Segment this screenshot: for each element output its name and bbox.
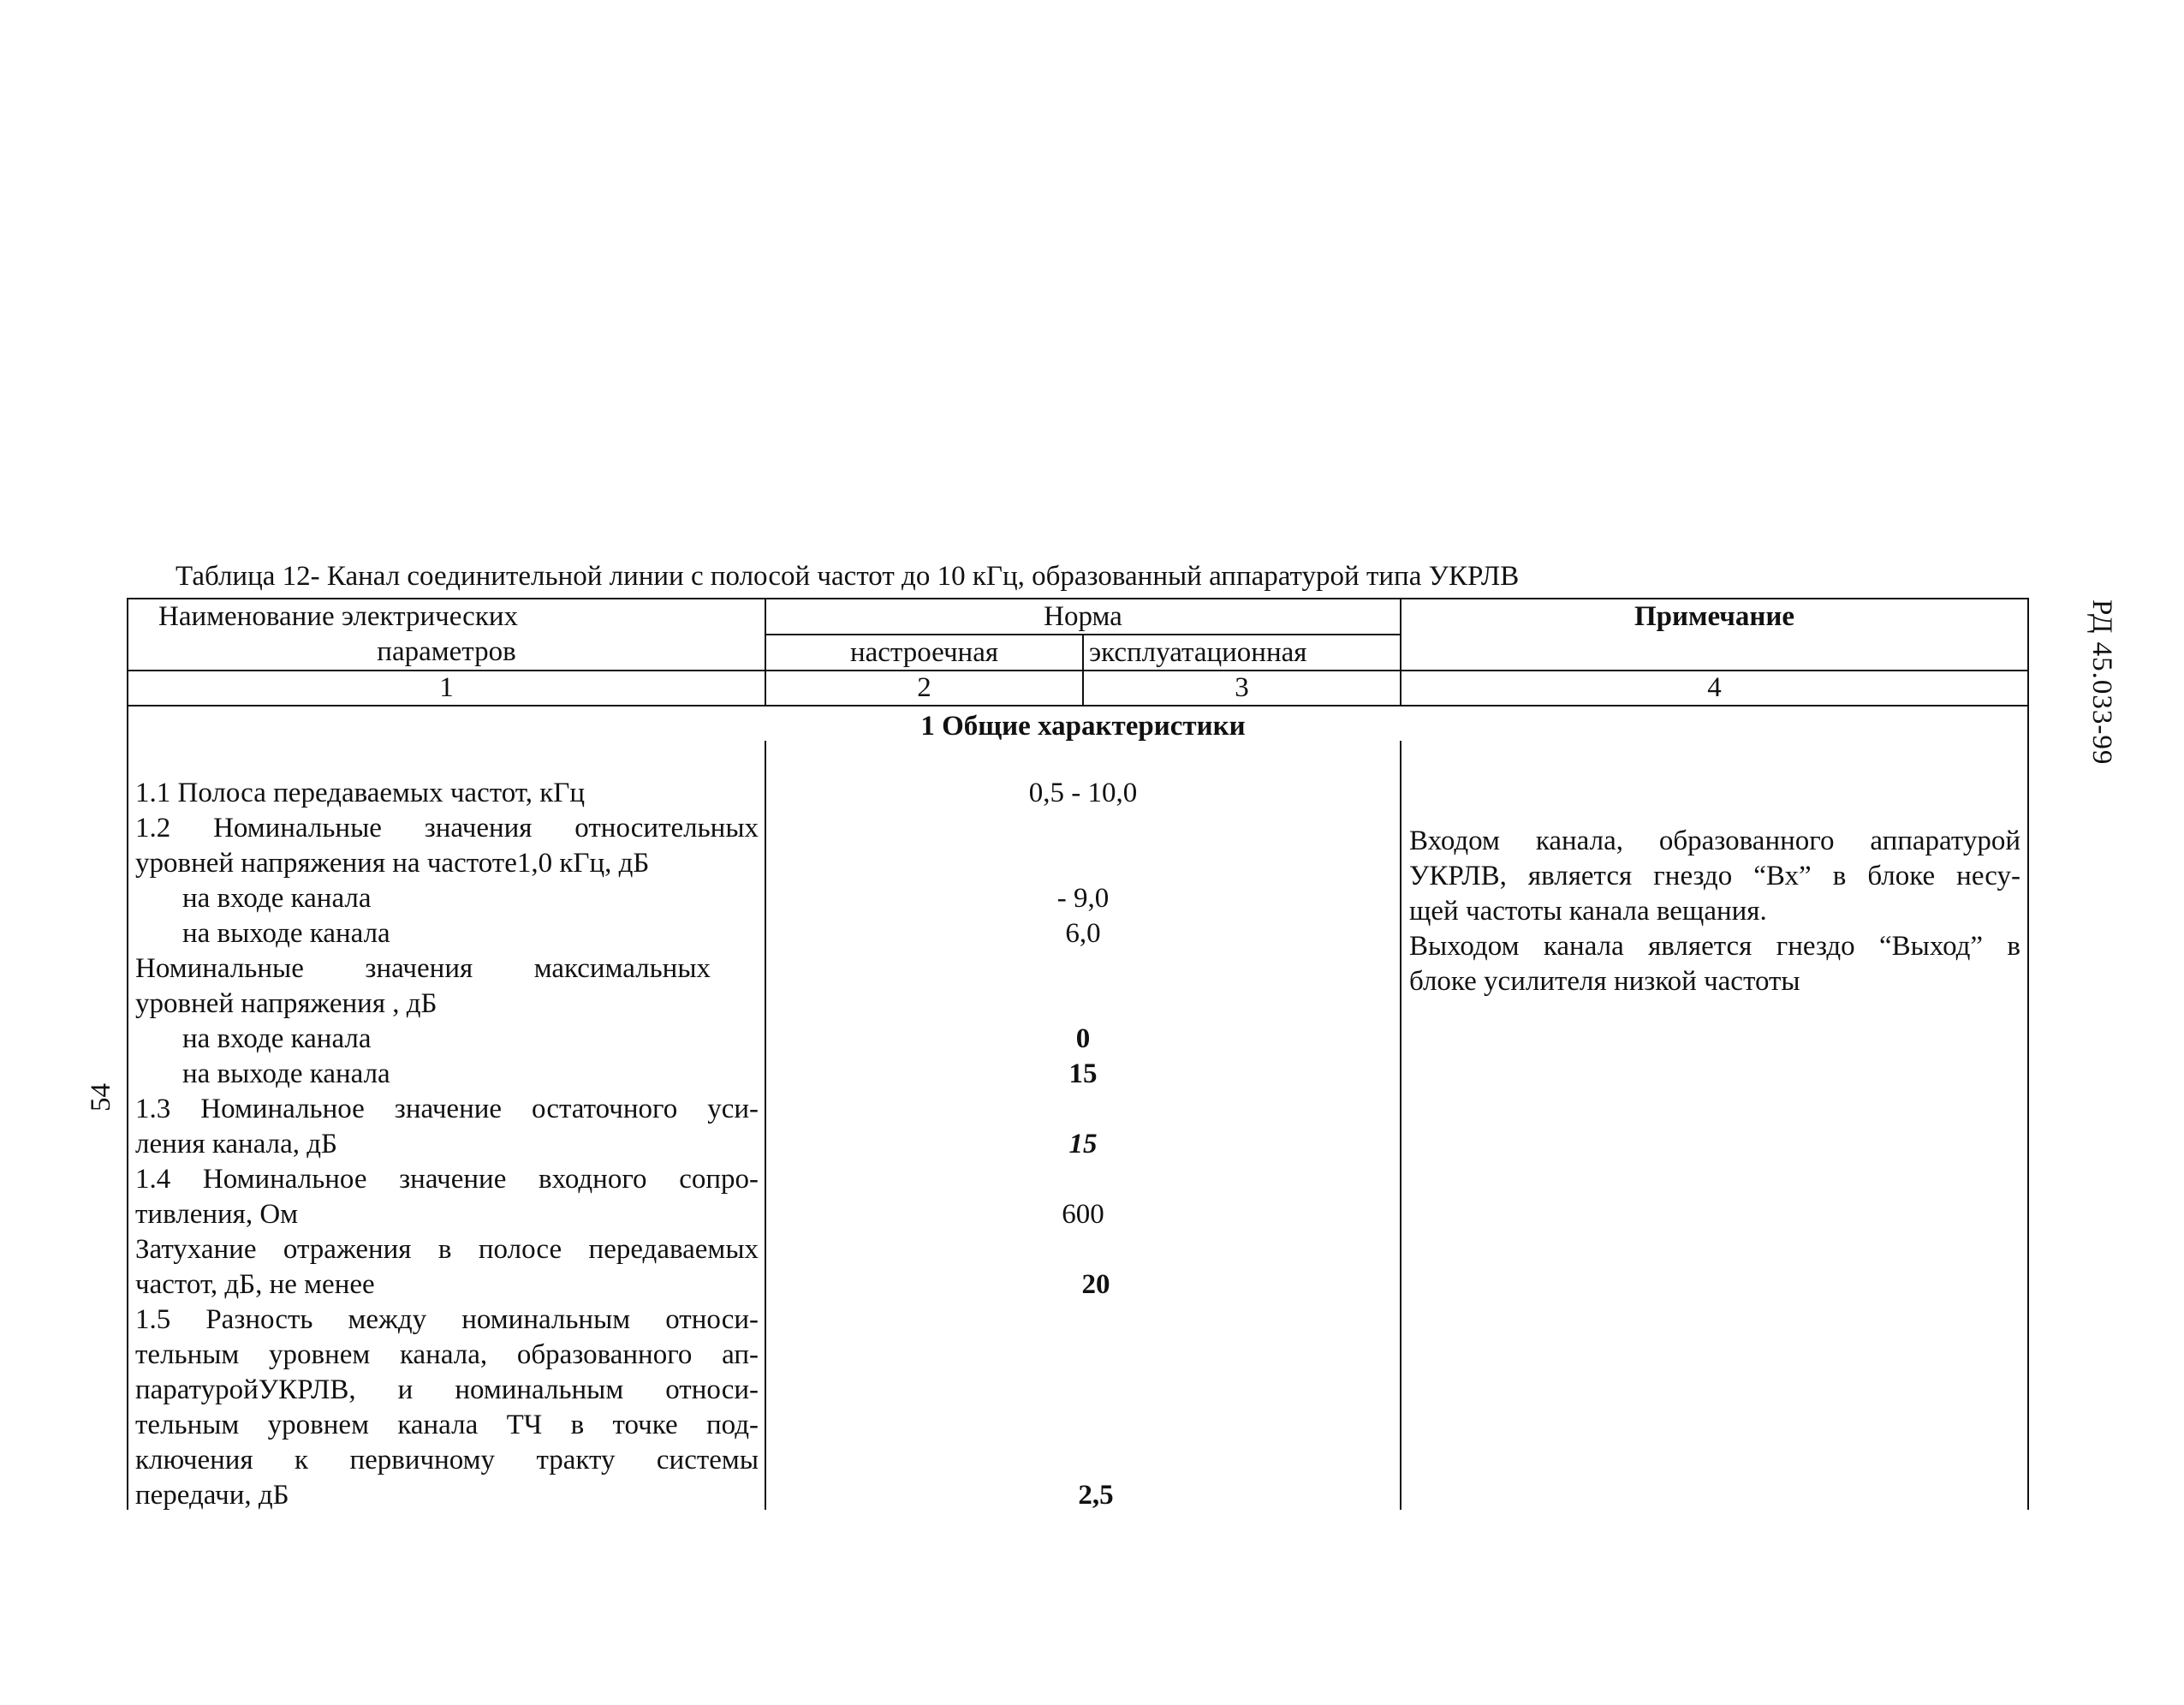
param-text: уровней напряжения , дБ — [135, 988, 437, 1019]
header-num-1: 1 — [439, 672, 454, 703]
note-text: Выходом канала является гнездо “Выход” в — [1409, 931, 2020, 962]
note-text: щей частоты канала вещания. — [1409, 896, 1767, 927]
header-num-4: 4 — [1707, 672, 1722, 703]
param-text: Номинальные значения максимальных — [135, 953, 711, 984]
param-text: на входе канала — [182, 1023, 372, 1054]
page-number: 54 — [86, 1083, 116, 1112]
param-text: на входе канала — [182, 883, 372, 914]
param-text: ления канала, дБ — [135, 1129, 337, 1160]
section-title: 1 Общие характеристики — [920, 711, 1246, 742]
param-text: ключения к первичному тракту системы — [135, 1445, 759, 1475]
note-text: УКРЛВ, является гнездо “Вх” в блоке несу- — [1409, 861, 2020, 891]
norm-value: 20 — [1081, 1269, 1110, 1300]
param-text: 1.5 Разность между номинальным относи- — [135, 1304, 759, 1335]
param-text: паратуройУКРЛВ, и номинальным относи- — [135, 1374, 759, 1405]
header-tuning: настроечная — [849, 637, 999, 668]
norm-value: 0 — [1075, 1023, 1091, 1054]
param-text: тельным уровнем канала ТЧ в точке под- — [135, 1410, 759, 1440]
note-text: блоке усилителя низкой частоты — [1409, 966, 1800, 997]
param-text: 1.3 Номинальное значение остаточного уси- — [135, 1094, 759, 1124]
param-text: частот, дБ, не менее — [135, 1269, 375, 1300]
norm-value: 0,5 - 10,0 — [1028, 778, 1138, 808]
header-num-3: 3 — [1235, 672, 1249, 703]
header-operational: эксплуатационная — [1089, 637, 1307, 668]
param-text: уровней напряжения на частоте1,0 кГц, дБ — [135, 848, 650, 879]
param-text: Затухание отражения в полосе передаваемых — [135, 1234, 759, 1265]
header-norm: Норма — [1044, 601, 1122, 632]
note-text: Входом канала, образованного аппаратурой — [1409, 826, 2020, 856]
norm-value: 15 — [1068, 1129, 1098, 1160]
header-parameter-name-cont: параметров — [377, 636, 516, 667]
norm-value: 15 — [1068, 1058, 1098, 1089]
param-text: 1.1 Полоса передаваемых частот, кГц — [135, 778, 585, 808]
param-text: 1.2 Номинальные значения относительных — [135, 813, 759, 844]
param-text: тельным уровнем канала, образованного ап- — [135, 1339, 759, 1370]
header-note: Примечание — [1634, 601, 1795, 632]
param-text: передачи, дБ — [135, 1480, 289, 1511]
param-text: тивления, Ом — [135, 1199, 299, 1230]
param-text: на выходе канала — [182, 918, 390, 949]
norm-value: 600 — [1062, 1199, 1104, 1230]
header-num-2: 2 — [917, 672, 931, 703]
param-text: на выходе канала — [182, 1058, 390, 1089]
document-code: РД 45.033-99 — [2086, 599, 2117, 766]
table-caption: Таблица 12- Канал соединительной линии с полосой частот до 10 кГц, образованный аппаратурой типа УКРЛВ — [176, 561, 1520, 592]
norm-value: 6,0 — [1065, 918, 1101, 949]
norm-value: 2,5 — [1078, 1480, 1114, 1511]
param-text: 1.4 Номинальное значение входного сопро- — [135, 1164, 759, 1195]
norm-value: - 9,0 — [1056, 883, 1110, 914]
header-parameter-name: Наименование электрических — [158, 601, 519, 632]
